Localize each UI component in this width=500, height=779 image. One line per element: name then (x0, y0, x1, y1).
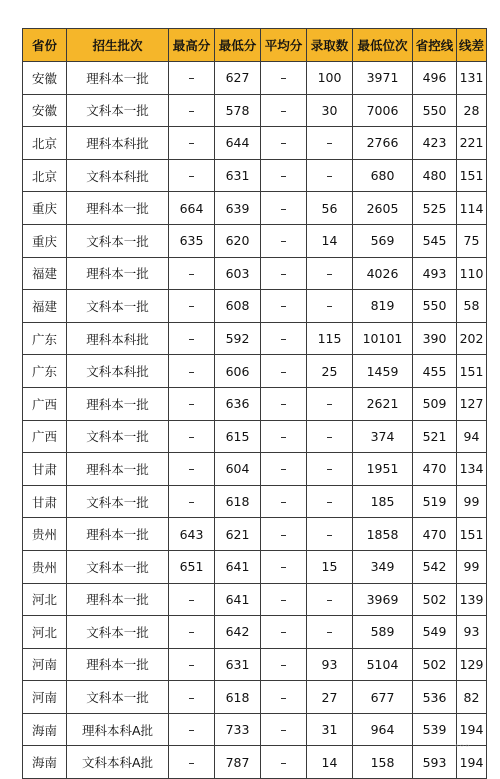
cell-min-score: 621 (215, 518, 261, 551)
cell-line-diff: 127 (457, 387, 487, 420)
cell-control-line: 550 (413, 94, 457, 127)
cell-admitted-count: – (307, 485, 353, 518)
header-avg-score: 平均分 (261, 29, 307, 62)
cell-max-score: – (169, 387, 215, 420)
cell-control-line: 525 (413, 192, 457, 225)
cell-max-score: – (169, 485, 215, 518)
cell-province: 海南 (23, 746, 67, 779)
cell-min-rank: 589 (353, 616, 413, 649)
cell-avg-score: – (261, 322, 307, 355)
cell-admitted-count: – (307, 159, 353, 192)
cell-line-diff: 194 (457, 713, 487, 746)
cell-min-score: 644 (215, 127, 261, 160)
cell-province: 河北 (23, 616, 67, 649)
cell-admitted-count: 30 (307, 94, 353, 127)
cell-control-line: 423 (413, 127, 457, 160)
cell-min-rank: 7006 (353, 94, 413, 127)
table-row (23, 322, 487, 355)
table-row (23, 127, 487, 160)
cell-batch: 文科本一批 (67, 420, 169, 453)
cell-min-score: 627 (215, 62, 261, 95)
cell-control-line: 509 (413, 387, 457, 420)
cell-min-score: 733 (215, 713, 261, 746)
table-row (23, 616, 487, 649)
cell-control-line: 536 (413, 681, 457, 714)
cell-batch: 理科本一批 (67, 257, 169, 290)
cell-line-diff: 99 (457, 550, 487, 583)
table-header-row (23, 29, 487, 62)
cell-avg-score: – (261, 420, 307, 453)
cell-admitted-count: 14 (307, 224, 353, 257)
cell-admitted-count: – (307, 583, 353, 616)
cell-control-line: 502 (413, 583, 457, 616)
cell-control-line: 539 (413, 713, 457, 746)
cell-min-score: 631 (215, 648, 261, 681)
cell-province: 贵州 (23, 550, 67, 583)
cell-province: 重庆 (23, 224, 67, 257)
cell-control-line: 390 (413, 322, 457, 355)
cell-min-rank: 569 (353, 224, 413, 257)
admission-score-table (22, 28, 487, 779)
cell-line-diff: 202 (457, 322, 487, 355)
cell-avg-score: – (261, 453, 307, 486)
cell-min-score: 636 (215, 387, 261, 420)
cell-control-line: 519 (413, 485, 457, 518)
cell-control-line: 550 (413, 290, 457, 323)
cell-min-rank: 1858 (353, 518, 413, 551)
cell-batch: 文科本科批 (67, 159, 169, 192)
table-row (23, 746, 487, 779)
watermark-icon: ◦◦◦ (454, 742, 470, 752)
cell-min-rank: 2766 (353, 127, 413, 160)
cell-batch: 文科本一批 (67, 681, 169, 714)
cell-admitted-count: – (307, 518, 353, 551)
cell-admitted-count: 27 (307, 681, 353, 714)
cell-max-score: – (169, 746, 215, 779)
cell-line-diff: 93 (457, 616, 487, 649)
cell-province: 广西 (23, 420, 67, 453)
cell-min-score: 603 (215, 257, 261, 290)
cell-min-score: 618 (215, 485, 261, 518)
cell-min-rank: 3971 (353, 62, 413, 95)
cell-province: 甘肃 (23, 453, 67, 486)
cell-max-score: – (169, 94, 215, 127)
cell-admitted-count: 31 (307, 713, 353, 746)
header-line-diff: 线差 (457, 29, 487, 62)
cell-line-diff: 134 (457, 453, 487, 486)
cell-admitted-count: – (307, 290, 353, 323)
cell-province: 广东 (23, 355, 67, 388)
cell-admitted-count: – (307, 257, 353, 290)
cell-batch: 文科本科批 (67, 355, 169, 388)
cell-province: 河南 (23, 648, 67, 681)
cell-control-line: 502 (413, 648, 457, 681)
cell-min-rank: 677 (353, 681, 413, 714)
cell-batch: 理科本科批 (67, 127, 169, 160)
cell-max-score: – (169, 290, 215, 323)
cell-province: 安徽 (23, 94, 67, 127)
table-row (23, 550, 487, 583)
cell-max-score: – (169, 453, 215, 486)
cell-province: 重庆 (23, 192, 67, 225)
table-row (23, 681, 487, 714)
cell-avg-score: – (261, 648, 307, 681)
cell-min-score: 787 (215, 746, 261, 779)
cell-min-score: 615 (215, 420, 261, 453)
header-batch: 招生批次 (67, 29, 169, 62)
cell-avg-score: – (261, 62, 307, 95)
cell-line-diff: 82 (457, 681, 487, 714)
cell-line-diff: 110 (457, 257, 487, 290)
cell-min-rank: 185 (353, 485, 413, 518)
cell-batch: 理科本科A批 (67, 713, 169, 746)
cell-avg-score: – (261, 681, 307, 714)
cell-line-diff: 94 (457, 420, 487, 453)
cell-line-diff: 151 (457, 355, 487, 388)
cell-admitted-count: 56 (307, 192, 353, 225)
cell-max-score: 664 (169, 192, 215, 225)
cell-control-line: 549 (413, 616, 457, 649)
cell-min-score: 641 (215, 583, 261, 616)
cell-min-rank: 2621 (353, 387, 413, 420)
cell-batch: 理科本一批 (67, 583, 169, 616)
cell-line-diff: 99 (457, 485, 487, 518)
cell-batch: 理科本一批 (67, 62, 169, 95)
cell-max-score: – (169, 420, 215, 453)
cell-province: 河南 (23, 681, 67, 714)
cell-min-rank: 158 (353, 746, 413, 779)
cell-min-rank: 1459 (353, 355, 413, 388)
cell-batch: 文科本科A批 (67, 746, 169, 779)
cell-max-score: – (169, 322, 215, 355)
cell-line-diff: 131 (457, 62, 487, 95)
table-row (23, 485, 487, 518)
table-row (23, 159, 487, 192)
cell-province: 贵州 (23, 518, 67, 551)
table-row (23, 192, 487, 225)
cell-max-score: – (169, 62, 215, 95)
cell-avg-score: – (261, 485, 307, 518)
cell-admitted-count: 93 (307, 648, 353, 681)
cell-admitted-count: – (307, 420, 353, 453)
cell-province: 福建 (23, 290, 67, 323)
cell-batch: 文科本一批 (67, 224, 169, 257)
table-row (23, 224, 487, 257)
cell-min-score: 639 (215, 192, 261, 225)
cell-avg-score: – (261, 127, 307, 160)
cell-avg-score: – (261, 550, 307, 583)
cell-min-rank: 4026 (353, 257, 413, 290)
cell-avg-score: – (261, 290, 307, 323)
cell-batch: 理科本一批 (67, 453, 169, 486)
header-province: 省份 (23, 29, 67, 62)
cell-province: 广东 (23, 322, 67, 355)
cell-max-score: – (169, 713, 215, 746)
cell-batch: 文科本一批 (67, 616, 169, 649)
cell-min-score: 618 (215, 681, 261, 714)
cell-max-score: – (169, 127, 215, 160)
cell-min-rank: 5104 (353, 648, 413, 681)
cell-min-rank: 680 (353, 159, 413, 192)
table-row (23, 453, 487, 486)
cell-max-score: – (169, 681, 215, 714)
table-row (23, 290, 487, 323)
cell-line-diff: 75 (457, 224, 487, 257)
cell-batch: 文科本一批 (67, 94, 169, 127)
cell-province: 海南 (23, 713, 67, 746)
table-row (23, 94, 487, 127)
table-row (23, 583, 487, 616)
cell-control-line: 455 (413, 355, 457, 388)
cell-line-diff: 151 (457, 159, 487, 192)
cell-control-line: 542 (413, 550, 457, 583)
header-min-rank: 最低位次 (353, 29, 413, 62)
table-row (23, 257, 487, 290)
table-row (23, 518, 487, 551)
cell-max-score: 643 (169, 518, 215, 551)
cell-min-score: 608 (215, 290, 261, 323)
cell-avg-score: – (261, 616, 307, 649)
cell-max-score: – (169, 648, 215, 681)
cell-min-rank: 10101 (353, 322, 413, 355)
cell-province: 北京 (23, 127, 67, 160)
cell-min-score: 578 (215, 94, 261, 127)
cell-control-line: 493 (413, 257, 457, 290)
cell-avg-score: – (261, 583, 307, 616)
cell-line-diff: 139 (457, 583, 487, 616)
cell-avg-score: – (261, 746, 307, 779)
cell-avg-score: – (261, 355, 307, 388)
table-body (23, 62, 487, 779)
cell-line-diff: 151 (457, 518, 487, 551)
cell-min-score: 620 (215, 224, 261, 257)
cell-min-score: 641 (215, 550, 261, 583)
cell-province: 甘肃 (23, 485, 67, 518)
cell-control-line: 470 (413, 518, 457, 551)
cell-max-score: – (169, 583, 215, 616)
cell-admitted-count: – (307, 387, 353, 420)
cell-province: 安徽 (23, 62, 67, 95)
cell-admitted-count: – (307, 127, 353, 160)
cell-admitted-count: 100 (307, 62, 353, 95)
cell-max-score: – (169, 257, 215, 290)
cell-province: 广西 (23, 387, 67, 420)
cell-avg-score: – (261, 192, 307, 225)
cell-avg-score: – (261, 387, 307, 420)
cell-min-rank: 1951 (353, 453, 413, 486)
cell-batch: 理科本一批 (67, 518, 169, 551)
cell-province: 福建 (23, 257, 67, 290)
cell-control-line: 480 (413, 159, 457, 192)
cell-avg-score: – (261, 224, 307, 257)
table-row (23, 648, 487, 681)
cell-min-score: 642 (215, 616, 261, 649)
cell-province: 河北 (23, 583, 67, 616)
cell-batch: 文科本一批 (67, 485, 169, 518)
cell-max-score: – (169, 616, 215, 649)
cell-control-line: 593 (413, 746, 457, 779)
cell-max-score: 635 (169, 224, 215, 257)
table-row (23, 387, 487, 420)
cell-province: 北京 (23, 159, 67, 192)
cell-line-diff: 28 (457, 94, 487, 127)
cell-max-score: – (169, 159, 215, 192)
cell-batch: 理科本科批 (67, 322, 169, 355)
cell-min-rank: 349 (353, 550, 413, 583)
cell-admitted-count: – (307, 616, 353, 649)
header-admitted-count: 录取数 (307, 29, 353, 62)
cell-batch: 文科本一批 (67, 550, 169, 583)
cell-admitted-count: – (307, 453, 353, 486)
cell-admitted-count: 15 (307, 550, 353, 583)
cell-avg-score: – (261, 257, 307, 290)
cell-min-score: 606 (215, 355, 261, 388)
cell-line-diff: 194 (457, 746, 487, 779)
cell-line-diff: 58 (457, 290, 487, 323)
cell-line-diff: 114 (457, 192, 487, 225)
cell-min-score: 604 (215, 453, 261, 486)
cell-batch: 文科本一批 (67, 290, 169, 323)
header-min-score: 最低分 (215, 29, 261, 62)
cell-max-score: 651 (169, 550, 215, 583)
cell-min-score: 592 (215, 322, 261, 355)
cell-control-line: 521 (413, 420, 457, 453)
table-row (23, 713, 487, 746)
cell-min-rank: 819 (353, 290, 413, 323)
header-control-line: 省控线 (413, 29, 457, 62)
cell-avg-score: – (261, 713, 307, 746)
table-row (23, 62, 487, 95)
cell-avg-score: – (261, 518, 307, 551)
admission-table-wrapper (22, 28, 487, 779)
cell-line-diff: 221 (457, 127, 487, 160)
cell-admitted-count: 25 (307, 355, 353, 388)
cell-control-line: 470 (413, 453, 457, 486)
cell-min-score: 631 (215, 159, 261, 192)
cell-min-rank: 374 (353, 420, 413, 453)
cell-min-rank: 2605 (353, 192, 413, 225)
cell-avg-score: – (261, 159, 307, 192)
cell-batch: 理科本一批 (67, 387, 169, 420)
table-row (23, 420, 487, 453)
cell-batch: 理科本一批 (67, 192, 169, 225)
cell-admitted-count: 14 (307, 746, 353, 779)
table-row (23, 355, 487, 388)
header-max-score: 最高分 (169, 29, 215, 62)
cell-min-rank: 3969 (353, 583, 413, 616)
cell-max-score: – (169, 355, 215, 388)
cell-batch: 理科本一批 (67, 648, 169, 681)
cell-min-rank: 964 (353, 713, 413, 746)
cell-control-line: 545 (413, 224, 457, 257)
cell-control-line: 496 (413, 62, 457, 95)
cell-avg-score: – (261, 94, 307, 127)
cell-line-diff: 129 (457, 648, 487, 681)
cell-admitted-count: 115 (307, 322, 353, 355)
